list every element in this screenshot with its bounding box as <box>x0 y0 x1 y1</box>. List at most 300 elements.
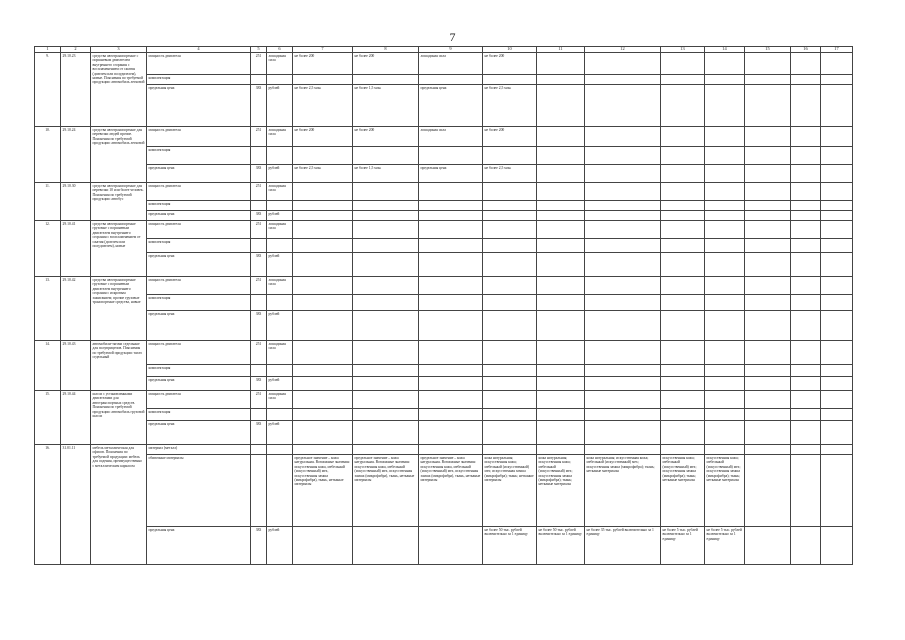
value-col-7 <box>293 421 353 445</box>
value-col-16 <box>791 409 821 421</box>
value-col-15 <box>745 391 791 409</box>
value-col-9 <box>419 211 483 221</box>
value-col-15 <box>745 377 791 391</box>
value-col-7: не более 2,5 млн. <box>293 165 353 183</box>
characteristic-name: мощность двигателя <box>147 391 251 409</box>
unit-name <box>267 75 293 85</box>
okei-code: 383 <box>251 311 267 341</box>
characteristic-name: комплектация <box>147 295 251 311</box>
value-col-12 <box>585 85 661 127</box>
table-row <box>35 311 853 341</box>
characteristic-name: мощность двигателя <box>147 277 251 295</box>
product-name: шасси с установленными двигателями для автотранспортных средств. Пояснения по требуемой продукции: автомобиль грузовой шасси <box>91 391 147 445</box>
item-number: 9. <box>35 53 61 127</box>
value-col-8 <box>353 421 419 445</box>
value-col-12 <box>585 183 661 201</box>
okpd-code: 31.01.11 <box>61 445 91 565</box>
value-col-16 <box>791 341 821 365</box>
value-col-12 <box>585 201 661 211</box>
value-col-8 <box>353 147 419 165</box>
value-col-14 <box>705 421 745 445</box>
value-col-9 <box>419 365 483 377</box>
value-col-9 <box>419 377 483 391</box>
characteristic-name: мощность двигателя <box>147 341 251 365</box>
value-col-10 <box>483 277 537 295</box>
column-number: 13 <box>661 47 705 53</box>
value-col-12: не более 35 тыс. рублей включительно за 1 единицу <box>585 527 661 565</box>
table-row <box>35 221 853 239</box>
value-col-14 <box>705 445 745 455</box>
value-col-12 <box>585 277 661 295</box>
item-number: 15. <box>35 391 61 445</box>
okpd-code: 29.10.44 <box>61 391 91 445</box>
item-number: 14. <box>35 341 61 391</box>
value-col-14 <box>705 341 745 365</box>
value-col-10 <box>483 221 537 239</box>
value-col-10 <box>483 409 537 421</box>
okpd-code: 29.10.41 <box>61 221 91 277</box>
value-col-13 <box>661 201 705 211</box>
value-col-12 <box>585 165 661 183</box>
value-col-12 <box>585 341 661 365</box>
value-col-13 <box>661 127 705 147</box>
value-col-14 <box>705 201 745 211</box>
value-col-11 <box>537 277 585 295</box>
value-col-7 <box>293 147 353 165</box>
value-col-8: не более 200 <box>353 127 419 147</box>
value-col-11 <box>537 183 585 201</box>
value-col-8 <box>353 311 419 341</box>
value-col-8 <box>353 239 419 253</box>
okei-code: 251 <box>251 127 267 147</box>
value-col-15 <box>745 365 791 377</box>
value-col-11 <box>537 85 585 127</box>
okpd-code: 29.10.42 <box>61 277 91 341</box>
value-col-12 <box>585 295 661 311</box>
value-col-15 <box>745 211 791 221</box>
value-col-16 <box>791 527 821 565</box>
value-col-8 <box>353 365 419 377</box>
value-col-9 <box>419 239 483 253</box>
okei-code: 383 <box>251 211 267 221</box>
characteristic-name: предельная цена <box>147 85 251 127</box>
value-col-17 <box>821 311 853 341</box>
value-col-17 <box>821 211 853 221</box>
table-row <box>35 295 853 311</box>
value-col-14 <box>705 295 745 311</box>
page-number: 7 <box>449 30 456 44</box>
characteristic-name: комплектация <box>147 409 251 421</box>
table-row <box>35 377 853 391</box>
okei-code: 251 <box>251 53 267 75</box>
value-col-9 <box>419 147 483 165</box>
value-col-9 <box>419 277 483 295</box>
value-col-10: не более 50 тыс. рублей включительно за 1 единицу <box>483 527 537 565</box>
value-col-12 <box>585 147 661 165</box>
value-col-16 <box>791 183 821 201</box>
value-col-10 <box>483 341 537 365</box>
okei-code <box>251 147 267 165</box>
unit-name <box>267 239 293 253</box>
value-col-8: предельное значение – кожа натуральная. Возможные значения: искусственная кожа, мебельный (искусственный) мех, искусственная замша (микрофибра), ткань, нетканые материалы <box>353 455 419 527</box>
value-col-8 <box>353 211 419 221</box>
okei-code <box>251 445 267 455</box>
value-col-17 <box>821 455 853 527</box>
value-col-11 <box>537 295 585 311</box>
value-col-12: кожа натуральная; искусственная кожа; мебельный (искусственный) мех; искусственная замша (микрофибра); ткань; нетканые материалы <box>585 455 661 527</box>
value-col-9: предельная цена <box>419 85 483 127</box>
column-number: 14 <box>705 47 745 53</box>
item-number: 12. <box>35 221 61 277</box>
unit-name: рублей <box>267 377 293 391</box>
item-number: 13. <box>35 277 61 341</box>
value-col-14 <box>705 277 745 295</box>
table-row <box>35 445 853 455</box>
characteristic-name: материал (металл) <box>147 445 251 455</box>
value-col-11 <box>537 421 585 445</box>
value-col-13 <box>661 421 705 445</box>
value-col-10: не более 2,5 млн. <box>483 85 537 127</box>
value-col-10 <box>483 445 537 455</box>
unit-name: лошадиная сила <box>267 391 293 409</box>
column-number: 9 <box>419 47 483 53</box>
value-col-13 <box>661 211 705 221</box>
okpd-code: 29.10.24 <box>61 127 91 183</box>
value-col-11 <box>537 75 585 85</box>
value-col-17 <box>821 239 853 253</box>
unit-name: рублей <box>267 165 293 183</box>
value-col-11: не более 50 тыс. рублей включительно за 1 единицу <box>537 527 585 565</box>
value-col-16 <box>791 377 821 391</box>
value-col-15 <box>745 183 791 201</box>
column-number: 4 <box>147 47 251 53</box>
value-col-7 <box>293 277 353 295</box>
value-col-9: лошадиная сила <box>419 127 483 147</box>
value-col-17 <box>821 341 853 365</box>
value-col-11 <box>537 409 585 421</box>
value-col-7 <box>293 201 353 211</box>
table-row <box>35 211 853 221</box>
okei-code <box>251 409 267 421</box>
value-col-10: кожа натуральная; искусственная кожа; мебельный (искусственный) мех; искусственная замша (микрофибра); ткань; нетканые материалы <box>483 455 537 527</box>
table-row <box>35 409 853 421</box>
value-col-12 <box>585 75 661 85</box>
value-col-11 <box>537 311 585 341</box>
value-col-8 <box>353 253 419 277</box>
value-col-14 <box>705 377 745 391</box>
value-col-7 <box>293 75 353 85</box>
value-col-10: не более 2,5 млн. <box>483 165 537 183</box>
value-col-8 <box>353 221 419 239</box>
value-col-17 <box>821 377 853 391</box>
value-col-13 <box>661 85 705 127</box>
value-col-13 <box>661 341 705 365</box>
unit-name: рублей <box>267 311 293 341</box>
value-col-17 <box>821 165 853 183</box>
column-number: 10 <box>483 47 537 53</box>
value-col-7 <box>293 253 353 277</box>
unit-name <box>267 409 293 421</box>
okei-code: 383 <box>251 85 267 127</box>
column-number: 15 <box>745 47 791 53</box>
value-col-14 <box>705 253 745 277</box>
product-name: средства автотранспортные с поршневым двигателем внутреннего сгорания с воспламенением от сжатия (дизелем или полудизелем), новые. Пояснения по требуемой продукции: автомобиль легковой <box>91 53 147 127</box>
column-number: 6 <box>267 47 293 53</box>
value-col-16 <box>791 445 821 455</box>
characteristic-name: комплектация <box>147 75 251 85</box>
column-number: 16 <box>791 47 821 53</box>
value-col-10 <box>483 211 537 221</box>
unit-name <box>267 455 293 527</box>
value-col-13 <box>661 391 705 409</box>
characteristic-name: обивочные материалы <box>147 455 251 527</box>
product-name: мебель металлическая для офисов. Пояснения по требуемой продукции: мебель для сидения, преимущественно с металлическим каркасом <box>91 445 147 565</box>
value-col-16 <box>791 53 821 75</box>
value-col-15 <box>745 253 791 277</box>
okei-code <box>251 75 267 85</box>
table-row <box>35 183 853 201</box>
value-col-7: не более 200 <box>293 53 353 75</box>
value-col-9 <box>419 341 483 365</box>
value-col-16 <box>791 253 821 277</box>
characteristic-name: мощность двигателя <box>147 53 251 75</box>
value-col-12 <box>585 377 661 391</box>
column-number: 12 <box>585 47 661 53</box>
value-col-16 <box>791 455 821 527</box>
table-row <box>35 201 853 211</box>
unit-name: лошадиная сила <box>267 183 293 201</box>
value-col-8 <box>353 445 419 455</box>
characteristic-name: комплектация <box>147 239 251 253</box>
value-col-13 <box>661 311 705 341</box>
value-col-7 <box>293 311 353 341</box>
value-col-17 <box>821 85 853 127</box>
value-col-10 <box>483 421 537 445</box>
table-row <box>35 455 853 527</box>
table-row <box>35 239 853 253</box>
table-row <box>35 53 853 75</box>
unit-name: лошадиная сила <box>267 53 293 75</box>
table-row <box>35 341 853 365</box>
value-col-13 <box>661 221 705 239</box>
value-col-13 <box>661 277 705 295</box>
value-col-7: не более 2,5 млн. <box>293 85 353 127</box>
value-col-9 <box>419 201 483 211</box>
unit-name: рублей <box>267 253 293 277</box>
unit-name <box>267 201 293 211</box>
value-col-16 <box>791 201 821 211</box>
value-col-16 <box>791 311 821 341</box>
value-col-10 <box>483 75 537 85</box>
product-name: автомобили-тягачи седельные для полуприцепов. Пояснения по требуемой продукции: тягач седельный <box>91 341 147 391</box>
value-col-7 <box>293 239 353 253</box>
table-row <box>35 85 853 127</box>
value-col-7 <box>293 409 353 421</box>
okei-code: 251 <box>251 221 267 239</box>
value-col-11 <box>537 53 585 75</box>
value-col-10 <box>483 147 537 165</box>
value-col-11 <box>537 341 585 365</box>
value-col-7: не более 200 <box>293 127 353 147</box>
value-col-15 <box>745 409 791 421</box>
characteristic-name: комплектация <box>147 147 251 165</box>
value-col-12 <box>585 253 661 277</box>
value-col-16 <box>791 165 821 183</box>
value-col-7 <box>293 377 353 391</box>
value-col-13 <box>661 295 705 311</box>
unit-name: рублей <box>267 211 293 221</box>
value-col-17 <box>821 127 853 147</box>
value-col-7 <box>293 221 353 239</box>
value-col-17 <box>821 365 853 377</box>
value-col-16 <box>791 421 821 445</box>
value-col-17 <box>821 445 853 455</box>
value-col-10 <box>483 391 537 409</box>
value-col-14 <box>705 127 745 147</box>
value-col-17 <box>821 391 853 409</box>
item-number: 16. <box>35 445 61 565</box>
value-col-14 <box>705 53 745 75</box>
value-col-10 <box>483 377 537 391</box>
value-col-10: не более 200 <box>483 53 537 75</box>
value-col-14 <box>705 75 745 85</box>
value-col-12 <box>585 409 661 421</box>
table-row <box>35 527 853 565</box>
value-col-11 <box>537 127 585 147</box>
value-col-16 <box>791 295 821 311</box>
value-col-17 <box>821 253 853 277</box>
value-col-7 <box>293 445 353 455</box>
item-number: 10. <box>35 127 61 183</box>
value-col-7 <box>293 341 353 365</box>
value-col-15 <box>745 277 791 295</box>
unit-name <box>267 295 293 311</box>
value-col-10 <box>483 239 537 253</box>
value-col-9 <box>419 421 483 445</box>
value-col-16 <box>791 211 821 221</box>
unit-name <box>267 445 293 455</box>
value-col-14 <box>705 311 745 341</box>
value-col-12 <box>585 311 661 341</box>
value-col-12 <box>585 445 661 455</box>
okei-code <box>251 239 267 253</box>
value-col-11 <box>537 445 585 455</box>
value-col-11 <box>537 147 585 165</box>
value-col-13 <box>661 183 705 201</box>
value-col-8 <box>353 391 419 409</box>
value-col-14 <box>705 85 745 127</box>
value-col-12 <box>585 391 661 409</box>
value-col-16 <box>791 239 821 253</box>
value-col-16 <box>791 127 821 147</box>
value-col-13 <box>661 377 705 391</box>
value-col-9: предельная цена <box>419 165 483 183</box>
value-col-14 <box>705 365 745 377</box>
value-col-12 <box>585 239 661 253</box>
value-col-13 <box>661 53 705 75</box>
value-col-17 <box>821 295 853 311</box>
value-col-9 <box>419 221 483 239</box>
okei-code <box>251 201 267 211</box>
column-number: 7 <box>293 47 353 53</box>
value-col-15 <box>745 445 791 455</box>
value-col-14: не более 5 тыс. рублей включительно за 1 единицу <box>705 527 745 565</box>
value-col-16 <box>791 75 821 85</box>
value-col-7 <box>293 183 353 201</box>
value-col-13 <box>661 165 705 183</box>
value-col-9 <box>419 295 483 311</box>
value-col-11 <box>537 201 585 211</box>
value-col-13 <box>661 239 705 253</box>
value-col-17 <box>821 53 853 75</box>
table-row <box>35 253 853 277</box>
characteristic-name: мощность двигателя <box>147 221 251 239</box>
value-col-8 <box>353 295 419 311</box>
value-col-15 <box>745 147 791 165</box>
value-col-8 <box>353 377 419 391</box>
value-col-8 <box>353 201 419 211</box>
table-row <box>35 421 853 445</box>
value-col-11 <box>537 239 585 253</box>
unit-name: лошадиная сила <box>267 341 293 365</box>
value-col-12 <box>585 211 661 221</box>
value-col-9: предельное значение – кожа натуральная. Возможные значения: искусственная кожа, мебельный (искусственный) мех, искусственная замша (микрофибра), ткань, нетканые материалы <box>419 455 483 527</box>
value-col-8 <box>353 277 419 295</box>
value-col-9 <box>419 75 483 85</box>
value-col-11: кожа натуральная; искусственная кожа; мебельный (искусственный) мех; искусственная замша (микрофибра); ткань; нетканые материалы <box>537 455 585 527</box>
unit-name: рублей <box>267 421 293 445</box>
column-number: 8 <box>353 47 419 53</box>
value-col-9 <box>419 409 483 421</box>
okpd-code: 29.10.30 <box>61 183 91 221</box>
value-col-10 <box>483 365 537 377</box>
value-col-15 <box>745 165 791 183</box>
value-col-8 <box>353 409 419 421</box>
okei-code: 251 <box>251 277 267 295</box>
value-col-9 <box>419 253 483 277</box>
value-col-11 <box>537 365 585 377</box>
value-col-12 <box>585 421 661 445</box>
column-number: 3 <box>91 47 147 53</box>
okei-code: 383 <box>251 421 267 445</box>
value-col-15 <box>745 201 791 211</box>
characteristic-name: мощность двигателя <box>147 183 251 201</box>
value-col-10 <box>483 183 537 201</box>
value-col-11 <box>537 221 585 239</box>
value-col-11 <box>537 253 585 277</box>
okei-code <box>251 455 267 527</box>
unit-name: лошадиная сила <box>267 277 293 295</box>
value-col-15 <box>745 527 791 565</box>
value-col-15 <box>745 85 791 127</box>
unit-name <box>267 147 293 165</box>
value-col-17 <box>821 421 853 445</box>
value-col-14: искусственная кожа; мебельный (искусственный) мех; искусственная замша (микрофибра); ткань; нетканые материалы <box>705 455 745 527</box>
value-col-11 <box>537 391 585 409</box>
value-col-13: искусственная кожа; мебельный (искусственный) мех; искусственная замша (микрофибра); ткань; нетканые материалы <box>661 455 705 527</box>
table-row <box>35 365 853 377</box>
value-col-17 <box>821 409 853 421</box>
value-col-13 <box>661 365 705 377</box>
value-col-16 <box>791 391 821 409</box>
okei-code: 251 <box>251 341 267 365</box>
value-col-8 <box>353 183 419 201</box>
unit-name: рублей <box>267 527 293 565</box>
value-col-13 <box>661 409 705 421</box>
table-row <box>35 127 853 147</box>
value-col-16 <box>791 147 821 165</box>
product-name: средства автотранспортные для перевозки 10 или более человек. Пояснения по требуемой продукции: автобус <box>91 183 147 221</box>
